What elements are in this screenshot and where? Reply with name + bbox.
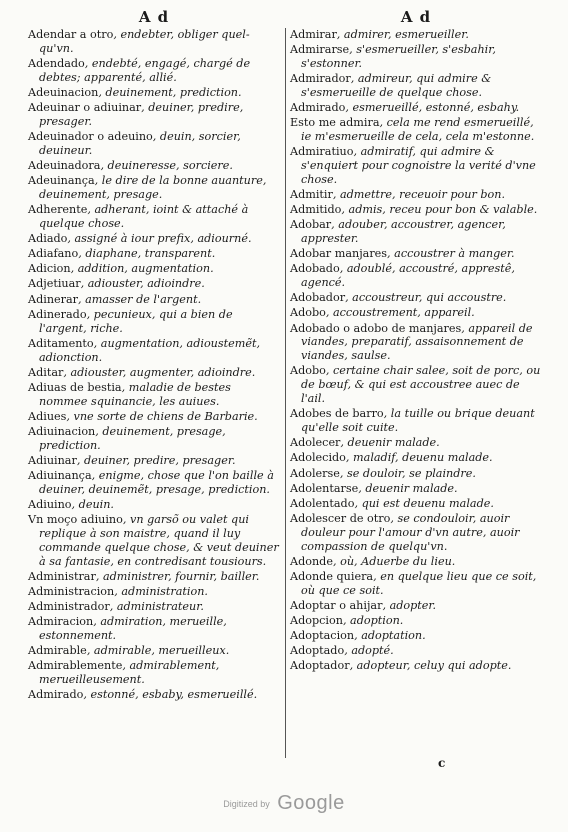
entry-headword: Adobador [290,291,346,305]
entry-headword: Adiuas de bestia [28,380,122,394]
dictionary-entry [28,293,280,307]
entry-definition: , admiratif, qui admire & s'enquiert pour cognoistre la verité d'vne chose. [301,145,536,186]
watermark-prefix: Digitized by [223,798,270,809]
entry-definition: , admireur, qui admire & s'esmerueille de quelque chose. [301,72,492,99]
dictionary-entry [290,364,542,406]
dictionary-entry [28,174,280,202]
entry-definition: , esmerueillé, estonné, esbahy. [345,101,520,115]
dictionary-entry [290,555,542,569]
entry-headword: Adolerse [290,466,340,480]
entry-definition: , admiration, merueille, estonnement. [39,615,227,643]
entry-definition: , vne sorte de chiens de Barbarie. [66,409,258,423]
dictionary-entry [28,469,280,497]
entry-headword: Adobes de barro [290,407,384,421]
dictionary-entry [28,247,280,261]
entry-headword: Admirar [290,28,337,41]
entry-definition: , endebté, engagé, chargé de debtes; apparenté, allié. [39,57,251,84]
entry-definition: , deuenir malade. [358,481,458,495]
entry-definition: , accoustrer à manger. [387,247,515,261]
entry-headword: Adeuinador o adeuino [28,130,153,144]
entry-definition: , adopté. [344,644,394,658]
dictionary-entry [290,659,542,673]
dictionary-entry [28,659,280,687]
entry-headword: Aditamento [28,336,94,350]
entry-headword: Adherente [28,203,88,217]
entry-definition: , admirer, esmerueiller. [336,28,469,41]
entry-definition: , adoptation. [354,629,426,643]
entry-definition: , où, Aduerbe du lieu. [332,554,456,568]
dictionary-entry [290,436,542,450]
entry-headword: Adobar manjares [290,247,388,261]
entry-definition: , admettre, receuoir pour bon. [332,188,506,202]
dictionary-entry [290,614,542,628]
entry-headword: Admirable [28,644,87,658]
entry-headword: Admirado [290,101,346,115]
entry-headword: Adiuinar [28,453,77,467]
entry-headword: Adinerado [28,307,87,321]
entry-definition: , adopter. [382,598,437,612]
entry-headword: Adoptacion [290,629,355,643]
entry-headword: Adiado [28,232,68,246]
dictionary-entry [28,381,280,409]
entry-headword: Adobado o adobo de manjares [290,321,462,335]
dictionary-entry [28,600,280,614]
right-column [290,6,542,674]
entry-headword: Adonde quiera [290,569,374,583]
dictionary-entry [290,203,542,217]
entry-headword: Vn moço adiuino [28,513,123,527]
entry-headword: Admirador [290,72,351,86]
entry-headword: Adiafano [28,247,79,261]
entry-headword: Administracion [28,584,115,598]
left-column-header: A d [138,8,170,26]
dictionary-entry [290,644,542,658]
entry-definition: , cela me rend esmerueillé, ie m'esmerueille de cela, cela m'estonne. [301,116,535,144]
entry-headword: Adiues [28,409,67,423]
entry-definition: , s'esmerueiller, s'esbahir, s'estonner. [301,43,496,70]
dictionary-entry [290,28,542,42]
entry-definition: , deuenir malade. [340,436,440,450]
entry-headword: Adiuinacion [28,424,96,438]
entry-headword: Admiracion [28,615,94,629]
entry-headword: Adeuinar o adiuinar [28,101,142,115]
entry-headword: Esto me admira [290,116,380,130]
entry-definition: , adouber, accoustrer, agencer, apprester. [301,218,506,246]
dictionary-entry [28,513,280,569]
column-divider [285,28,286,758]
entry-definition: , enigme, chose que l'on baille à deuiner, deuinemẽt, presage, prediction. [39,468,274,496]
entry-definition: , certaine chair salee, soit de porc, ou de bœuf, & qui est accoustree auec de l'ail. [301,364,541,406]
dictionary-entry [28,262,280,276]
entry-headword: Admitido [290,203,342,217]
entry-definition: , se douloir, se plaindre. [339,466,476,480]
entry-definition: , adoption. [342,613,404,627]
dictionary-entry [290,72,542,100]
entry-definition: , administration. [114,584,208,598]
dictionary-entry [28,57,280,85]
dictionary-entry [28,130,280,158]
entry-definition: , deuiner, predire, presager. [39,101,244,128]
entry-definition: , maladif, deuenu malade. [345,451,493,465]
dictionary-entry [28,570,280,584]
dictionary-entry [290,43,542,71]
entry-definition: , adoublé, accoustré, apprestê, agencé. [301,262,515,290]
dictionary-entry [290,570,542,598]
entry-definition: , le dire de la bonne auanture, deuinement, presage. [39,174,267,202]
entry-headword: Admirarse [290,43,350,57]
dictionary-entry [28,308,280,336]
dictionary-entry [290,497,542,511]
dictionary-entry [290,322,542,364]
dictionary-entry [290,188,542,202]
entry-headword: Administrar [28,569,96,583]
entry-headword: Admitir [290,188,333,202]
entry-definition: , addition, augmentation. [70,262,214,276]
entry-definition: , deuineresse, sorciere. [100,159,233,173]
entry-headword: Adobo [290,306,326,320]
entry-headword: Adendar a otro [28,28,114,41]
entry-headword: Adoptado [290,644,345,658]
dictionary-entry [28,454,280,468]
dictionary-entry [28,425,280,453]
left-entry-list [28,28,280,702]
entry-headword: Admirablemente [28,659,123,673]
entry-headword: Adeuinacion [28,86,99,99]
entry-headword: Admiratiuo [290,145,354,159]
entry-headword: Admirado [28,688,84,702]
entry-definition: , administrer, fournir, bailler. [95,569,260,583]
entry-definition: , pecunieux, qui a bien de l'argent, riche. [39,307,233,335]
right-column-header: A d [400,8,432,26]
dictionary-entry [290,262,542,290]
entry-headword: Adobo [290,364,326,378]
entry-definition: , deuinement, prediction. [98,86,242,99]
entry-definition: , vn garsõ ou valet qui replique à son maistre, quand il luy commande quelque chose, & veut deuiner à sa fantasie, en contredisant tousiours. [39,513,279,568]
dictionary-entry [290,451,542,465]
entry-definition: , adiouster, augmenter, adioindre. [63,365,256,379]
entry-headword: Adicion [28,262,71,276]
entry-definition: , en quelque lieu que ce soit, où que ce soit. [301,569,537,597]
digitized-watermark [0,792,568,815]
dictionary-entry [290,291,542,305]
entry-definition: , augmentation, adioustemẽt, adionction. [39,336,261,364]
dictionary-entry [290,467,542,481]
entry-headword: Adjetiuar [28,277,81,291]
dictionary-entry [28,337,280,365]
entry-definition: , endebter, obliger quel-qu'vn. [39,28,250,55]
dictionary-entry [290,306,542,320]
dictionary-entry [28,277,280,291]
dictionary-entry [28,28,280,56]
entry-headword: Adoptador [290,659,350,673]
dictionary-entry [290,599,542,613]
dictionary-entry [290,512,542,554]
dictionary-entry [290,218,542,246]
entry-headword: Adobado [290,262,340,276]
entry-definition: , accoustreur, qui accoustre. [345,291,507,305]
entry-definition: , adopteur, celuy qui adopte. [349,659,512,673]
dictionary-entry [290,247,542,261]
left-column [28,6,280,703]
entry-headword: Adolecer [290,436,341,450]
entry-headword: Adolecido [290,451,346,465]
dictionary-entry [28,688,280,702]
dictionary-entry [28,366,280,380]
entry-definition: , deuiner, predire, presager. [76,453,236,467]
entry-definition: , deuin, sorcier, deuineur. [39,130,241,157]
entry-headword: Adopcion [290,613,343,627]
dictionary-entry [290,101,542,115]
dictionary-entry [290,407,542,435]
entry-definition: , estonné, esbaby, esmerueillé. [83,688,258,702]
entry-definition: , deuinement, presage, prediction. [39,424,226,452]
entry-headword: Administrador [28,600,110,614]
entry-headword: Adolentarse [290,481,359,495]
entry-headword: Adobar [290,218,332,232]
entry-definition: , diaphane, transparent. [78,247,216,261]
dictionary-entry [290,629,542,643]
entry-headword: Adonde [290,554,333,568]
dictionary-entry [290,482,542,496]
dictionary-entry [290,116,542,144]
entry-headword: Adolescer de otro [290,511,391,525]
dictionary-entry [290,145,542,187]
dictionary-entry [28,615,280,643]
entry-headword: Adiuino [28,497,72,511]
right-entry-list [290,28,542,673]
entry-definition: , adherant, ioint & attaché à quelque chose. [39,203,249,231]
watermark-brand: Google [277,792,345,814]
dictionary-entry [28,203,280,231]
entry-definition: , accoustrement, appareil. [325,306,475,320]
dictionary-entry [28,159,280,173]
signature-mark: c [438,756,446,770]
entry-headword: Adeuinadora [28,159,101,173]
entry-definition: , se condouloir, auoir douleur pour l'amour d'vn autre, auoir compassion de quelqu'vn. [301,511,520,553]
entry-headword: Aditar [28,365,64,379]
entry-definition: , admis, receu pour bon & valable. [341,203,538,217]
entry-definition: , admirablement, merueilleusement. [39,659,220,687]
entry-headword: Adiuinança [28,468,92,482]
entry-headword: Adolentado [290,496,355,510]
entry-definition: , adiouster, adioindre. [80,277,205,291]
entry-headword: Adinerar [28,292,79,306]
entry-definition: , la tuille ou brique deuant qu'elle soit cuite. [301,407,535,435]
dictionary-entry [28,498,280,512]
entry-headword: Adendado [28,57,85,70]
dictionary-entry [28,585,280,599]
dictionary-entry [28,86,280,100]
dictionary-entry [28,101,280,129]
dictionary-entry [28,410,280,424]
entry-definition: , amasser de l'argent. [78,292,202,306]
entry-headword: Adeuinança [28,174,95,188]
dictionary-entry [28,232,280,246]
entry-definition: , deuin. [71,497,114,511]
dictionary-entry [28,644,280,658]
entry-definition: , assigné à iour prefix, adiourné. [67,232,252,246]
entry-headword: Adoptar o ahijar [290,598,383,612]
entry-definition: , maladie de bestes nommee squinancie, les auiues. [39,380,231,408]
entry-definition: , admirable, merueilleux. [86,644,230,658]
entry-definition: , administrateur. [109,600,204,614]
entry-definition: , appareil de viandes, preparatif, assaisonnement de viandes, saulse. [301,321,533,363]
entry-definition: , qui est deuenu malade. [354,496,494,510]
